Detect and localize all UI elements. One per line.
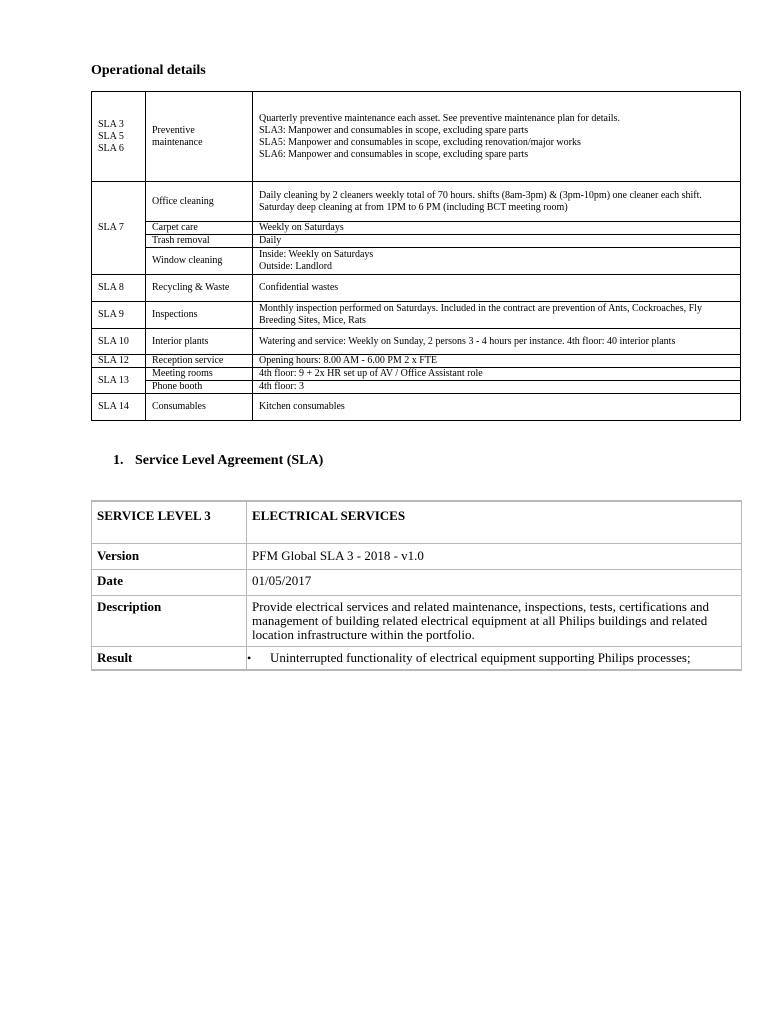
service-cell: Recycling & Waste: [146, 275, 253, 302]
table-row: [92, 394, 741, 421]
service-cell: Office cleaning: [146, 182, 253, 222]
service-cell: [146, 92, 253, 182]
details-cell: 4th floor: 3: [253, 381, 741, 394]
sla-table: [91, 500, 742, 671]
details-line: SLA3: Manpower and consumables in scope, excluding spare parts: [259, 124, 529, 136]
details-line: Quarterly preventive maintenance each asset. See preventive maintenance plan for details.: [259, 112, 620, 124]
table-row: [92, 596, 742, 647]
table-row: [92, 381, 741, 394]
service-cell: Trash removal: [146, 235, 253, 248]
sla-code-cell: SLA 12: [92, 355, 146, 368]
details-line: Outside: Landlord: [259, 261, 333, 272]
sla-code-cell: SLA 9: [92, 302, 146, 329]
details-line: Daily cleaning by 2 cleaners weekly total of 70 hours. shifts (8am-3pm) & (3pm-10pm) one cleaner each shift.: [259, 189, 702, 201]
details-cell: [253, 182, 741, 222]
section-number: 1.: [113, 453, 124, 468]
sla-code-cell: SLA 7: [92, 182, 146, 275]
service-cell: Meeting rooms: [146, 368, 253, 381]
table-row: [92, 647, 742, 671]
details-line: SLA5: Manpower and consumables in scope, excluding renovation/major works: [259, 136, 581, 148]
table-row: [92, 544, 742, 570]
service-cell: Reception service: [146, 355, 253, 368]
details-line: SLA6: Manpower and consumables in scope, excluding spare parts: [259, 148, 529, 160]
table-row: [92, 248, 741, 275]
service-level-label: SERVICE LEVEL 3: [92, 501, 247, 544]
service-cell: Interior plants: [146, 329, 253, 355]
table-row: [92, 275, 741, 302]
version-value: PFM Global SLA 3 - 2018 - v1.0: [247, 544, 742, 570]
details-cell: Daily: [253, 235, 741, 248]
sla-code-cell: SLA 14: [92, 394, 146, 421]
details-cell: Watering and service: Weekly on Sunday, 2 persons 3 - 4 hours per instance. 4th floor: 40 interior plants: [253, 329, 741, 355]
description-value: Provide electrical services and related maintenance, inspections, tests, certifications and management of building related electrical equipment at all Philips buildings and related location infrastructure within the portfolio.: [247, 596, 742, 647]
service-cell: Phone booth: [146, 381, 253, 394]
result-list-item: [247, 650, 736, 665]
result-value: Uninterrupted functionality of electrical equipment supporting Philips processes;: [270, 650, 691, 665]
version-label: Version: [92, 544, 247, 570]
sla-code-cell: SLA 13: [92, 368, 146, 394]
details-cell: [253, 92, 741, 182]
service-level-value: ELECTRICAL SERVICES: [247, 501, 742, 544]
service-cell: Consumables: [146, 394, 253, 421]
service-name: maintenance: [152, 136, 203, 148]
operational-details-table: [91, 91, 741, 421]
sla-code: SLA 6: [98, 142, 124, 154]
result-label: Result: [92, 647, 247, 671]
section-title: Service Level Agreement (SLA): [135, 453, 324, 468]
service-cell: Carpet care: [146, 222, 253, 235]
sla-code: SLA 3: [98, 118, 124, 130]
date-value: 01/05/2017: [247, 570, 742, 596]
sla-code-cell: SLA 10: [92, 329, 146, 355]
table-row: [92, 355, 741, 368]
table-row: [92, 222, 741, 235]
table-row: [92, 570, 742, 596]
bullet-icon: •: [247, 651, 252, 665]
details-cell: Weekly on Saturdays: [253, 222, 741, 235]
details-line: Saturday deep cleaning at from 1PM to 6 PM (including BCT meeting room): [259, 201, 568, 213]
date-label: Date: [92, 570, 247, 596]
table-row: [92, 92, 741, 182]
details-cell: Kitchen consumables: [253, 394, 741, 421]
details-cell: Monthly inspection performed on Saturdays. Included in the contract are prevention of Ants, Cockroaches, Fly Breeding Sites, Mice, Rats: [253, 302, 741, 329]
details-cell: Opening hours: 8.00 AM - 6.00 PM 2 x FTE: [253, 355, 741, 368]
service-cell: Window cleaning: [146, 248, 253, 275]
sla-code-cell: [92, 92, 146, 182]
result-cell: [247, 647, 742, 671]
table-row: [92, 182, 741, 222]
service-name: Preventive: [152, 124, 195, 136]
sla-code-cell: SLA 8: [92, 275, 146, 302]
section-heading: [113, 453, 323, 469]
operational-details-heading: Operational details: [91, 63, 206, 78]
details-line: Inside: Weekly on Saturdays: [259, 249, 374, 260]
table-row: [92, 235, 741, 248]
description-label: Description: [92, 596, 247, 647]
details-cell: Confidential wastes: [253, 275, 741, 302]
table-row: [92, 302, 741, 329]
table-row: [92, 329, 741, 355]
sla-code: SLA 5: [98, 130, 124, 142]
table-row: [92, 368, 741, 381]
details-cell: [253, 248, 741, 275]
table-row: [92, 501, 742, 544]
service-cell: Inspections: [146, 302, 253, 329]
details-cell: 4th floor: 9 + 2x HR set up of AV / Office Assistant role: [253, 368, 741, 381]
